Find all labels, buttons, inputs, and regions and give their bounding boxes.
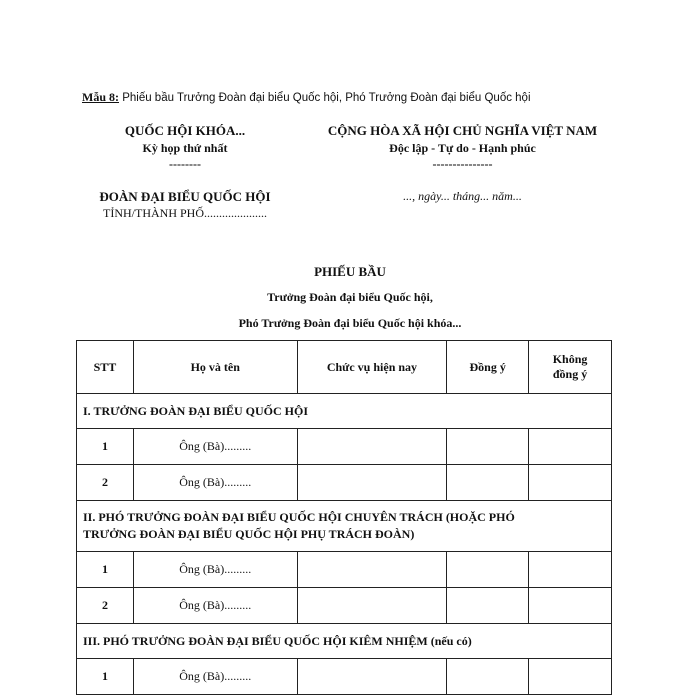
- position-cell: [297, 429, 447, 465]
- date-line: ..., ngày... tháng... năm...: [403, 189, 522, 203]
- candidate-name: Ông (Bà).........: [133, 552, 297, 588]
- col-header-stt: STT: [77, 341, 134, 394]
- disagree-cell[interactable]: [529, 552, 612, 588]
- col-header-disagree-line1: Không: [552, 352, 588, 366]
- agree-cell[interactable]: [447, 659, 529, 695]
- section-title-2-line2: TRƯỞNG ĐOÀN ĐẠI BIỂU QUỐC HỘI PHỤ TRÁCH ĐOÀN): [83, 527, 415, 541]
- col-header-agree: Đồng ý: [447, 341, 529, 394]
- candidate-name: Ông (Bà).........: [133, 659, 297, 695]
- table-row: [77, 429, 612, 465]
- country-name: CỘNG HÒA XÃ HỘI CHỦ NGHĨA VIỆT NAM: [327, 123, 598, 138]
- ballot-table: [76, 340, 612, 695]
- section-title-2: [77, 501, 612, 552]
- assembly-term: QUỐC HỘI KHÓA...: [124, 123, 246, 138]
- table-row: [77, 465, 612, 501]
- position-cell: [297, 659, 447, 695]
- delegation-name: ĐOÀN ĐẠI BIỂU QUỐC HỘI: [99, 189, 271, 204]
- table-row: [77, 552, 612, 588]
- header-right-divider: ---------------: [432, 157, 493, 171]
- ballot-subtitle-2: Phó Trưởng Đoàn đại biểu Quốc hội khóa...: [238, 316, 462, 330]
- col-header-disagree: [529, 341, 612, 394]
- ballot-title: PHIẾU BẦU: [314, 264, 386, 279]
- section-title-3: III. PHÓ TRƯỞNG ĐOÀN ĐẠI BIỂU QUỐC HỘI KIÊM NHIỆM (nếu có): [77, 624, 612, 659]
- section-row: [77, 624, 612, 659]
- row-number: 1: [77, 659, 134, 695]
- table-row: [77, 659, 612, 695]
- row-number: 2: [77, 588, 134, 624]
- candidate-name: Ông (Bà).........: [133, 465, 297, 501]
- disagree-cell[interactable]: [529, 588, 612, 624]
- ballot-subtitle-1: Trưởng Đoàn đại biểu Quốc hội,: [267, 290, 433, 304]
- province-line: TỈNH/THÀNH PHỐ.....................: [103, 206, 267, 220]
- table-header-row: [77, 341, 612, 394]
- section-title-2-line1: II. PHÓ TRƯỞNG ĐOÀN ĐẠI BIỂU QUỐC HỘI CHUYÊN TRÁCH (HOẶC PHÓ: [83, 510, 515, 524]
- delegation-header: [85, 188, 285, 221]
- col-header-position: Chức vụ hiện nay: [297, 341, 447, 394]
- section-row: [77, 501, 612, 552]
- national-motto: Độc lập - Tự do - Hạnh phúc: [389, 141, 536, 155]
- template-caption: [82, 90, 531, 105]
- row-number: 2: [77, 465, 134, 501]
- header-left-divider: --------: [169, 157, 201, 171]
- disagree-cell[interactable]: [529, 465, 612, 501]
- agree-cell[interactable]: [447, 429, 529, 465]
- section-row: [77, 394, 612, 429]
- section-title-1: I. TRƯỞNG ĐOÀN ĐẠI BIỂU QUỐC HỘI: [77, 394, 612, 429]
- position-cell: [297, 552, 447, 588]
- table-row: [77, 588, 612, 624]
- disagree-cell[interactable]: [529, 659, 612, 695]
- col-header-disagree-line2: đồng ý: [552, 367, 588, 381]
- row-number: 1: [77, 429, 134, 465]
- col-header-name: Họ và tên: [133, 341, 297, 394]
- row-number: 1: [77, 552, 134, 588]
- agree-cell[interactable]: [447, 552, 529, 588]
- template-tag: Mẫu 8:: [82, 90, 119, 104]
- candidate-name: Ông (Bà).........: [133, 429, 297, 465]
- position-cell: [297, 588, 447, 624]
- agree-cell[interactable]: [447, 588, 529, 624]
- session-label: Kỳ họp thứ nhất: [142, 141, 228, 155]
- template-title: Phiếu bầu Trưởng Đoàn đại biểu Quốc hội, Phó Trưởng Đoàn đại biểu Quốc hội: [119, 92, 531, 104]
- agree-cell[interactable]: [447, 465, 529, 501]
- disagree-cell[interactable]: [529, 429, 612, 465]
- national-header: [290, 122, 635, 171]
- candidate-name: Ông (Bà).........: [133, 588, 297, 624]
- assembly-header: [95, 122, 275, 171]
- position-cell: [297, 465, 447, 501]
